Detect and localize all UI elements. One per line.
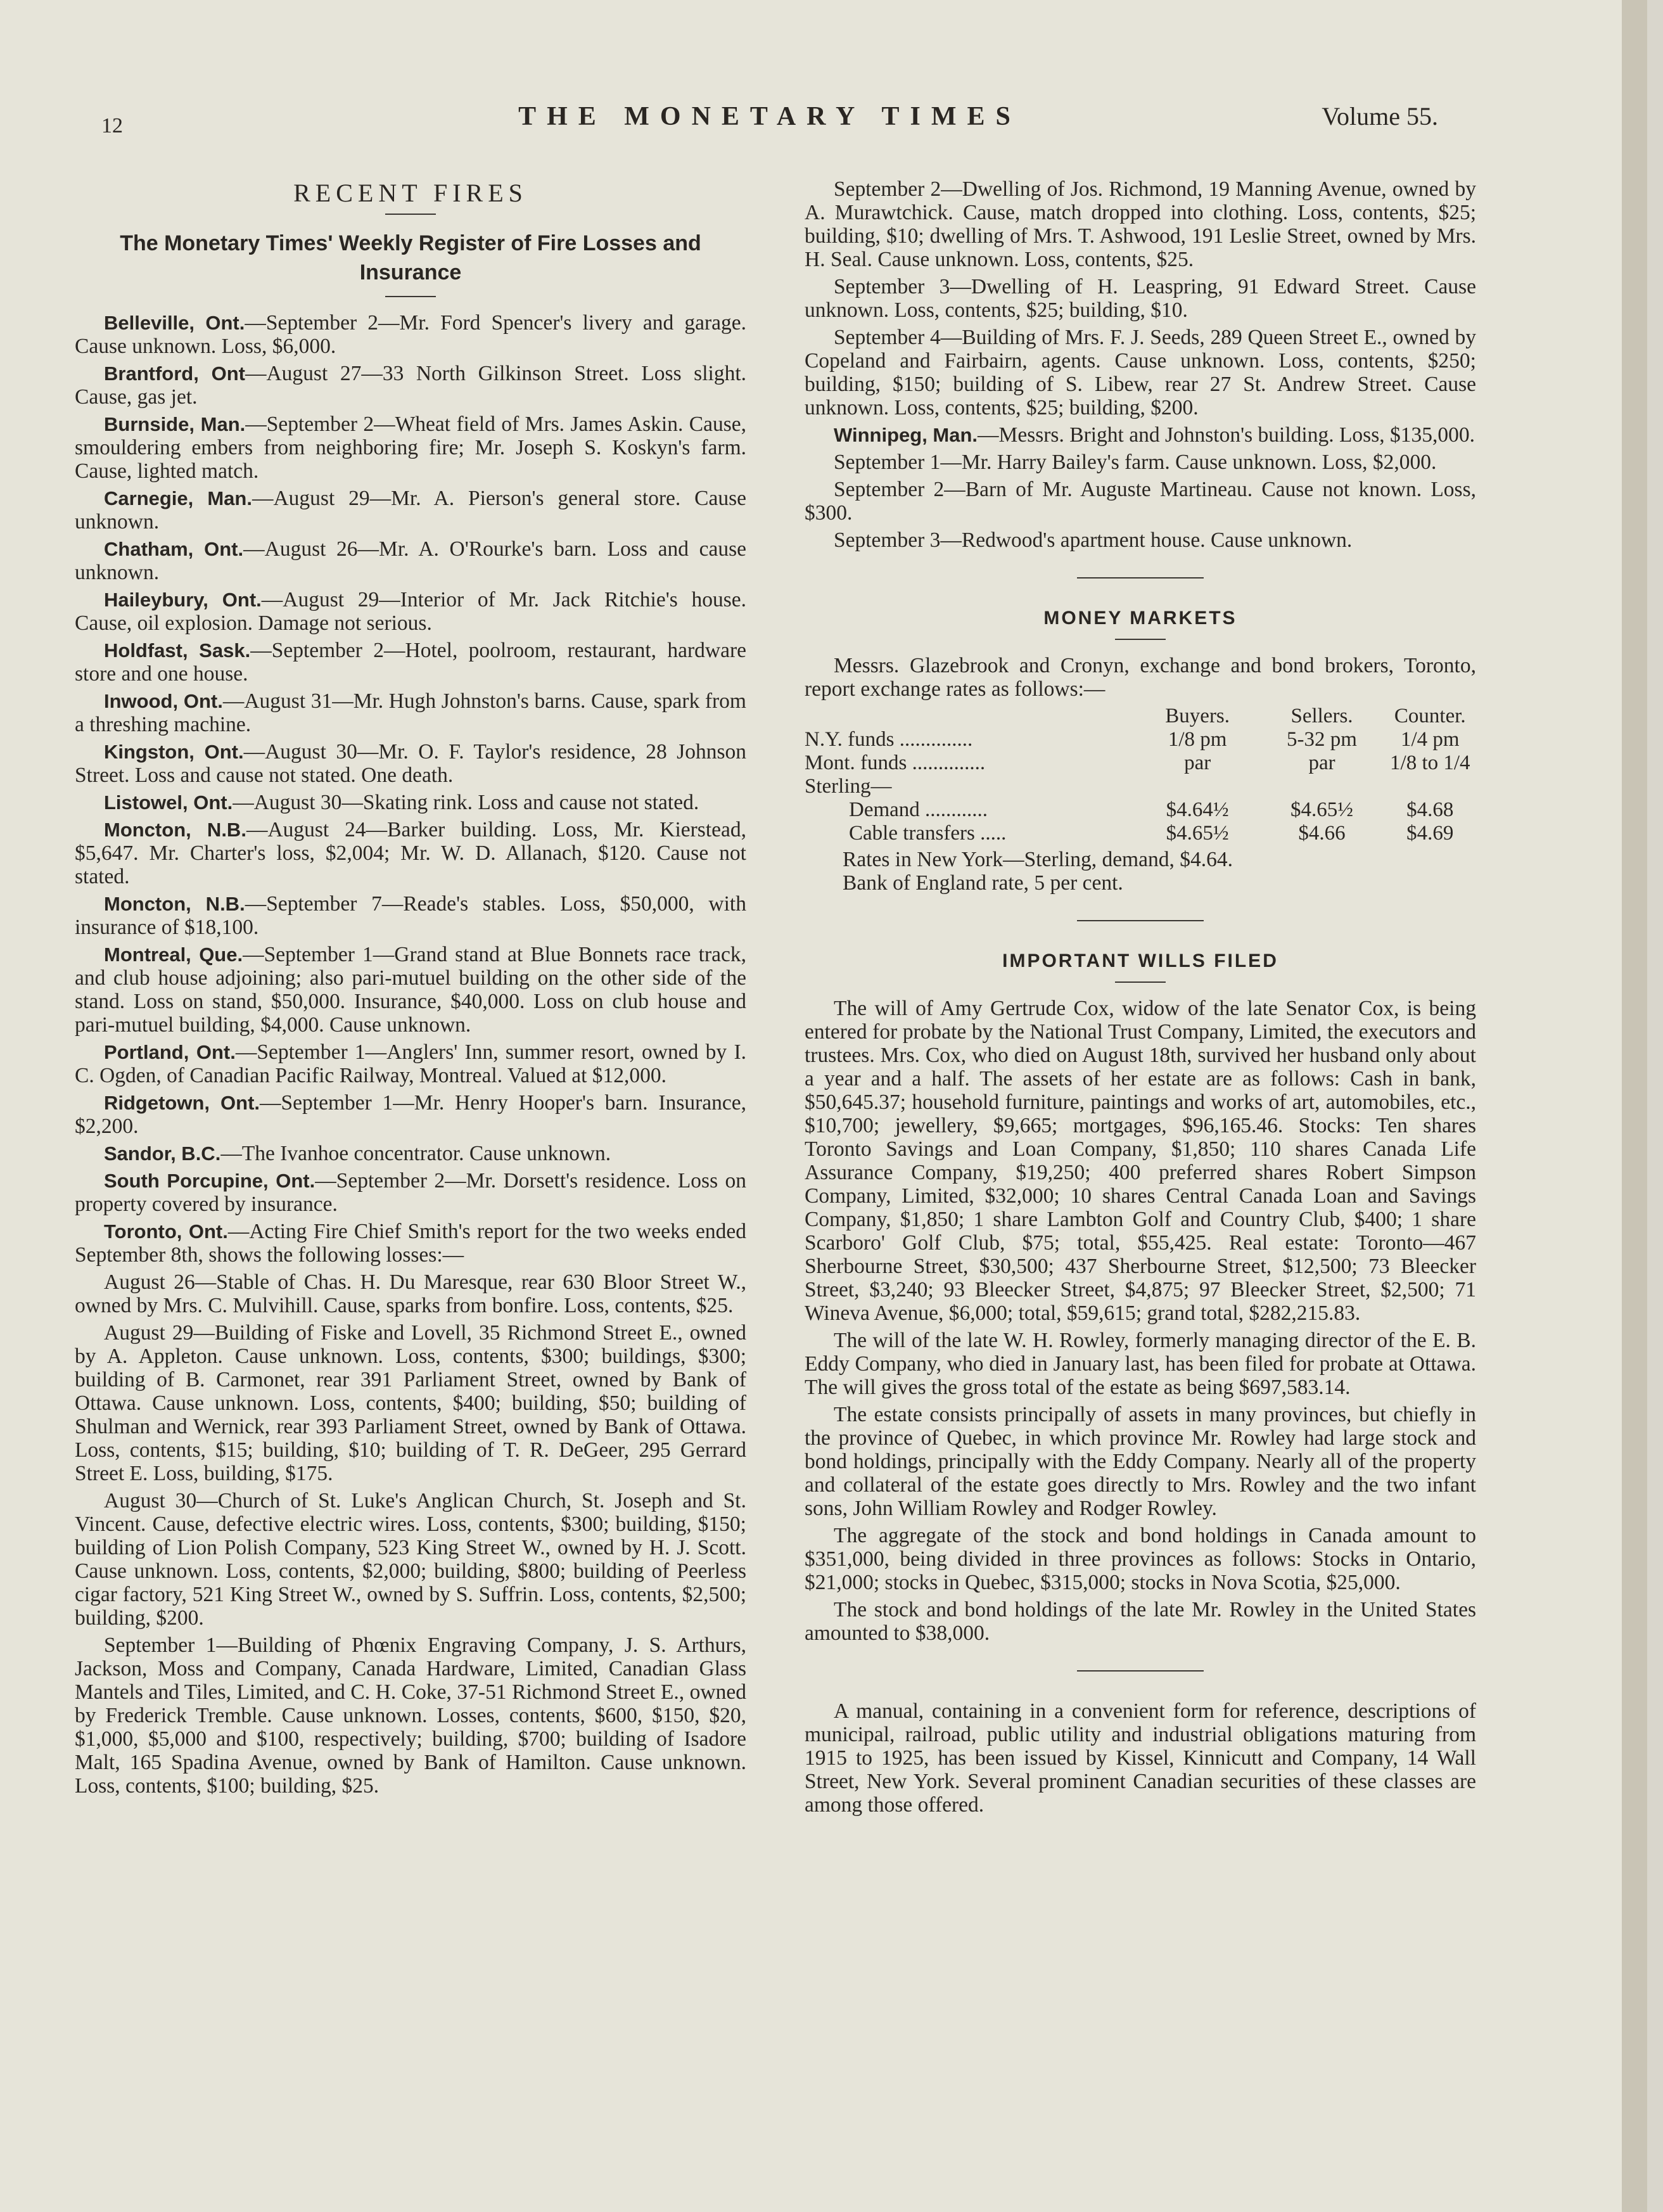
fire-entry: [75, 943, 746, 1037]
buyers-rate: $4.65½: [1166, 822, 1229, 845]
buyers-rate: $4.64½: [1166, 798, 1229, 821]
recent-fires-subtitle: The Monetary Times' Weekly Register of Fire Losses and Insurance: [120, 231, 701, 284]
fire-entry: [75, 537, 746, 584]
winnipeg-fire-item: September 2—Barn of Mr. Auguste Martineau. Cause not known. Loss, $300.: [805, 478, 1476, 525]
winnipeg-fire-item: September 1—Mr. Harry Bailey's farm. Cause unknown. Loss, $2,000.: [834, 451, 1437, 474]
fire-text: —August 30—Mr. O. F. Taylor's residence, 28 Johnson Street. Loss and cause not stated. One death.: [75, 740, 746, 787]
page-header: [101, 101, 1438, 139]
fire-text: —Acting Fire Chief Smith's report for the two weeks ended September 8th, shows the following losses:—: [75, 1220, 747, 1267]
fire-text: —The Ivanhoe concentrator. Cause unknown.: [220, 1142, 611, 1165]
sellers-rate: [1259, 775, 1384, 798]
right-column: [805, 177, 1476, 1820]
fire-text: —September 1—Mr. Henry Hooper's barn. Insurance, $2,200.: [75, 1091, 746, 1138]
rate-label: N.Y. funds ..............: [805, 728, 973, 751]
counter-rate: $4.69: [1406, 822, 1454, 845]
buyers-rate: 1/8 pm: [1168, 728, 1227, 751]
fire-entry: [75, 362, 746, 409]
fire-text: —August 24—Barker building. Loss, Mr. Kierstead, $5,647. Mr. Charter's loss, $2,004; Mr. W. D. Allanach, $120. Cause not stated.: [75, 818, 747, 888]
fire-entry: [75, 689, 746, 736]
fire-text: —August 26—Mr. A. O'Rourke's barn. Loss and cause unknown.: [75, 537, 746, 584]
toronto-items-left: [75, 1270, 746, 1798]
rate-label: Cable transfers .....: [849, 822, 1007, 845]
fire-entry: [75, 1091, 746, 1138]
fire-text: —September 7—Reade's stables. Loss, $50,000, with insurance of $18,100.: [75, 892, 746, 939]
toronto-fire-item: September 4—Building of Mrs. F. J. Seeds, 289 Queen Street E., owned by Copeland and Fairbairn, agents. Cause unknown. Loss, contents, $250; building, $150; building of S. Libew, rear 27 St. Andrew Street. Cause unknown. Loss, contents, $25; building, $200.: [805, 326, 1476, 419]
fire-text: —September 2—Mr. Ford Spencer's livery and garage. Cause unknown. Loss, $6,000.: [75, 311, 746, 358]
counter-rate: 1/8 to 1/4: [1390, 751, 1470, 774]
fire-entry: [75, 588, 746, 635]
recent-fires-title: RECENT FIRES: [293, 179, 528, 207]
fire-text: —August 29—Interior of Mr. Jack Ritchie's house. Cause, oil explosion. Damage not serious.: [75, 588, 747, 635]
money-markets-intro: Messrs. Glazebrook and Cronyn, exchange and bond brokers, Toronto, report exchange rates as follows:—: [805, 654, 1476, 701]
fire-place: Toronto, Ont.: [104, 1220, 228, 1243]
toronto-fire-item: August 26—Stable of Chas. H. Du Maresque, rear 630 Bloor Street W., owned by Mrs. C. Mulvihill. Cause, sparks from bonfire. Loss, contents, $25.: [75, 1270, 746, 1317]
fire-entry: [75, 487, 746, 534]
masthead: THE MONETARY TIMES: [518, 102, 1021, 131]
fire-text: —August 27—33 North Gilkinson Street. Loss slight. Cause, gas jet.: [75, 362, 746, 409]
fire-place: Haileybury, Ont.: [104, 589, 262, 611]
fire-place: Moncton, N.B.: [104, 893, 245, 915]
will-paragraph: The stock and bond holdings of the late Mr. Rowley in the United States amounted to $38,000.: [805, 1598, 1476, 1645]
fire-place: Burnside, Man.: [104, 413, 246, 435]
toronto-fire-item: September 1—Building of Phœnix Engraving Company, J. S. Arthurs, Jackson, Moss and Company, Canada Hardware, Limited, Canadian Glass Mantels and Tiles, Limited, and C. H. Coke, 37-51 Richmond Street E., owned by Frederick Tremble. Cause unknown. Losses, contents, $600, $150, $20, $1,000, $5,000 and $100, respectively; building, $700; building of Isadore Malt, 165 Spadina Avenue, owned by Bank of Hamilton. Cause unknown. Loss, contents, $100; building, $25.: [75, 1633, 746, 1798]
fire-entry: [75, 1169, 746, 1216]
volume-label: Volume 55.: [1322, 102, 1438, 131]
column-header: Buyers.: [1165, 705, 1230, 727]
will-paragraph: The aggregate of the stock and bond holdings in Canada amount to $351,000, being divided in three provinces as follows: Stocks in Ontario, $21,000; stocks in Quebec, $315,000; stocks in Nova Scotia, $25,000.: [805, 1524, 1476, 1594]
toronto-fire-item: August 30—Church of St. Luke's Anglican Church, St. Joseph and St. Vincent. Cause, defective electric wires. Loss, contents, $300; building, $150; building of Lion Polish Company, 523 King Street W., owned by H. J. Scott. Cause unknown. Loss, contents, $2,000; building, $800; building of Peerless cigar factory, 521 King Street W., owned by S. Suffrin. Loss, contents, $2,500; building, $200.: [75, 1489, 746, 1630]
wills-paragraphs: [805, 997, 1476, 1645]
toronto-items-right: [805, 177, 1476, 419]
sellers-rate: 5-32 pm: [1287, 728, 1357, 751]
page-edge: [1622, 0, 1647, 2212]
fire-place: Sandor, B.C.: [104, 1142, 221, 1165]
fire-place: Belleville, Ont.: [104, 312, 245, 334]
rate-label: Mont. funds ..............: [805, 751, 986, 774]
fire-entry: [75, 791, 746, 814]
rate-label: Demand ............: [849, 798, 988, 821]
fire-entry: [75, 1220, 746, 1267]
fire-text: —August 31—Mr. Hugh Johnston's barns. Cause, spark from a threshing machine.: [75, 689, 746, 736]
divider: [385, 296, 436, 297]
fire-place: Chatham, Ont.: [104, 538, 244, 560]
divider: [1115, 639, 1166, 640]
table-row: [805, 798, 1476, 822]
manual-note: A manual, containing in a convenient form for reference, descriptions of municipal, railroad, public utility and industrial obligations maturing from 1915 to 1925, has been issued by Kissel, Kinnicutt and Company, 14 Wall Street, New York. Several prominent Canadian securities of these classes are among those offered.: [805, 1699, 1476, 1817]
table-row: [805, 751, 1476, 775]
divider: [1115, 981, 1166, 983]
money-markets-title: MONEY MARKETS: [1043, 608, 1237, 629]
counter-rate: $4.68: [1406, 798, 1454, 821]
fire-entry: [75, 639, 746, 686]
fire-place: Ridgetown, Ont.: [104, 1092, 260, 1114]
buyers-rate: par: [1184, 751, 1211, 774]
wills-title: IMPORTANT WILLS FILED: [1002, 950, 1278, 971]
fire-place: Inwood, Ont.: [104, 690, 223, 712]
fire-place: Montreal, Que.: [104, 943, 243, 966]
fire-entry: [75, 892, 746, 939]
fire-place: Kingston, Ont.: [104, 741, 244, 763]
sellers-rate: par: [1308, 751, 1335, 774]
buyers-rate: [1135, 775, 1260, 798]
fire-text: —September 1—Grand stand at Blue Bonnets race track, and club house adjoining; also pari-mutuel building on the other side of the stand. Loss on stand, $50,000. Insurance, $40,000. Loss on club house and pari-mutuel building, $4,000. Cause unknown.: [75, 943, 746, 1037]
counter-rate: 1/4 pm: [1401, 728, 1460, 751]
sellers-rate: $4.65½: [1290, 798, 1353, 821]
fire-place: South Porcupine, Ont.: [104, 1170, 315, 1192]
fire-text: —Messrs. Bright and Johnston's building. Loss, $135,000.: [978, 423, 1475, 447]
fire-place: Carnegie, Man.: [104, 487, 252, 509]
fire-text: —September 2—Wheat field of Mrs. James Askin. Cause, smouldering embers from neighboring fire; Mr. Joseph S. Koskyn's farm. Cause, lighted match.: [75, 412, 746, 483]
rates-note: Rates in New York—Sterling, demand, $4.64.: [843, 848, 1233, 871]
fire-entry: [75, 1040, 746, 1087]
fire-place: Brantford, Ont: [104, 362, 245, 385]
will-paragraph: The will of Amy Gertrude Cox, widow of the late Senator Cox, is being entered for probate by the National Trust Company, Limited, the executors and trustees. Mrs. Cox, who died on August 18th, survived her husband only about a year and a half. The assets of her estate are as follows: Cash in bank, $50,645.37; household furniture, paintings and works of art, automobiles, etc., $10,700; jewellery, $9,665; mortgages, $96,165.46. Stocks: Ten shares Toronto Savings and Loan Company, $1,850; 110 shares Canada Life Assurance Company, $19,250; 400 preferred shares Robert Simpson Company, Limited, $32,000; 10 shares Central Canada Loan and Savings Company, $1,850; 1 share Lambton Golf and Country Club, $400; 1 share Scarboro' Golf Club, $75; total, $55,425. Real estate: Toronto—467 Sherbourne Street, $30,500; 437 Sherbourne Street, $12,500; 73 Bleecker Street, $3,240; 93 Bleecker Street, $4,875; 97 Bleecker Street, $2,500; 71 Wineva Avenue, $6,000; total, $59,615; grand total, $282,215.83.: [805, 997, 1476, 1325]
exchange-rates-table: [805, 705, 1476, 845]
section-divider: [1077, 1670, 1204, 1672]
section-divider: [1077, 577, 1204, 579]
fire-entry: [75, 740, 746, 787]
left-column: [75, 177, 746, 1801]
fire-text: —August 30—Skating rink. Loss and cause not stated.: [233, 791, 699, 814]
section-divider: [1077, 920, 1204, 921]
rate-label: Sterling—: [805, 775, 892, 798]
sellers-rate: $4.66: [1298, 822, 1346, 845]
divider: [385, 214, 436, 215]
will-paragraph: The will of the late W. H. Rowley, formerly managing director of the E. B. Eddy Company, who died in January last, has been filed for probate at Ottawa. The will gives the gross total of the estate as being $697,583.14.: [805, 1329, 1476, 1399]
fire-place: Winnipeg, Man.: [834, 424, 978, 446]
column-header: Sellers.: [1290, 705, 1353, 727]
fire-entries: [75, 311, 746, 1267]
counter-rate: [1384, 775, 1476, 798]
table-row: [805, 728, 1476, 751]
toronto-fire-item: August 29—Building of Fiske and Lovell, 35 Richmond Street E., owned by A. Appleton. Cause unknown. Loss, contents, $300; buildings, $300; building of B. Carmonet, rear 391 Parliament Street, owned by Bank of Ottawa. Cause unknown. Loss, contents, $400; building, $50; building of Shulman and Wernick, rear 393 Parliament Street, owned by Bank of Ottawa. Loss, contents, $15; building, $10; building of T. R. DeGeer, 295 Gerrard Street E. Loss, building, $175.: [75, 1321, 746, 1485]
fire-entry: [75, 818, 746, 888]
bank-rate-note: Bank of England rate, 5 per cent.: [843, 871, 1123, 895]
fire-entry: [805, 423, 1476, 447]
fire-entry: [75, 1142, 746, 1165]
winnipeg-items: [805, 451, 1476, 552]
fire-place: Portland, Ont.: [104, 1041, 236, 1063]
fire-entry: [75, 311, 746, 358]
fire-place: Listowel, Ont.: [104, 791, 233, 814]
winnipeg-fire-item: September 3—Redwood's apartment house. Cause unknown.: [834, 528, 1353, 552]
toronto-fire-item: September 2—Dwelling of Jos. Richmond, 19 Manning Avenue, owned by A. Murawtchick. Cause, match dropped into clothing. Loss, contents, $25; building, $10; dwelling of Mrs. T. Ashwood, 191 Leslie Street, owned by Mrs. H. Seal. Cause unknown. Loss, contents, $25.: [805, 177, 1476, 271]
table-header-row: [805, 705, 1476, 728]
fire-place: Moncton, N.B.: [104, 819, 246, 841]
fire-text: —September 1—Anglers' Inn, summer resort, owned by I. C. Ogden, of Canadian Pacific Railway, Montreal. Valued at $12,000.: [75, 1040, 746, 1087]
fire-entry: [75, 412, 746, 483]
table-row: [805, 775, 1476, 798]
table-row: [805, 822, 1476, 845]
page-number: 12: [101, 114, 123, 137]
column-header: Counter.: [1394, 705, 1466, 727]
fire-text: —August 29—Mr. A. Pierson's general store. Cause unknown.: [75, 487, 746, 534]
fire-place: Holdfast, Sask.: [104, 639, 251, 662]
fire-text: —September 2—Mr. Dorsett's residence. Loss on property covered by insurance.: [75, 1169, 746, 1216]
fire-text: —September 2—Hotel, poolroom, restaurant, hardware store and one house.: [75, 639, 746, 686]
toronto-fire-item: September 3—Dwelling of H. Leaspring, 91 Edward Street. Cause unknown. Loss, contents, $25; building, $10.: [805, 275, 1476, 322]
will-paragraph: The estate consists principally of assets in many provinces, but chiefly in the province of Quebec, in which province Mr. Rowley had large stock and bond holdings, principally with the Eddy Company. Nearly all of the property and collateral of the estate goes directly to Mrs. Rowley and the two infant sons, John William Rowley and Rodger Rowley.: [805, 1403, 1476, 1520]
